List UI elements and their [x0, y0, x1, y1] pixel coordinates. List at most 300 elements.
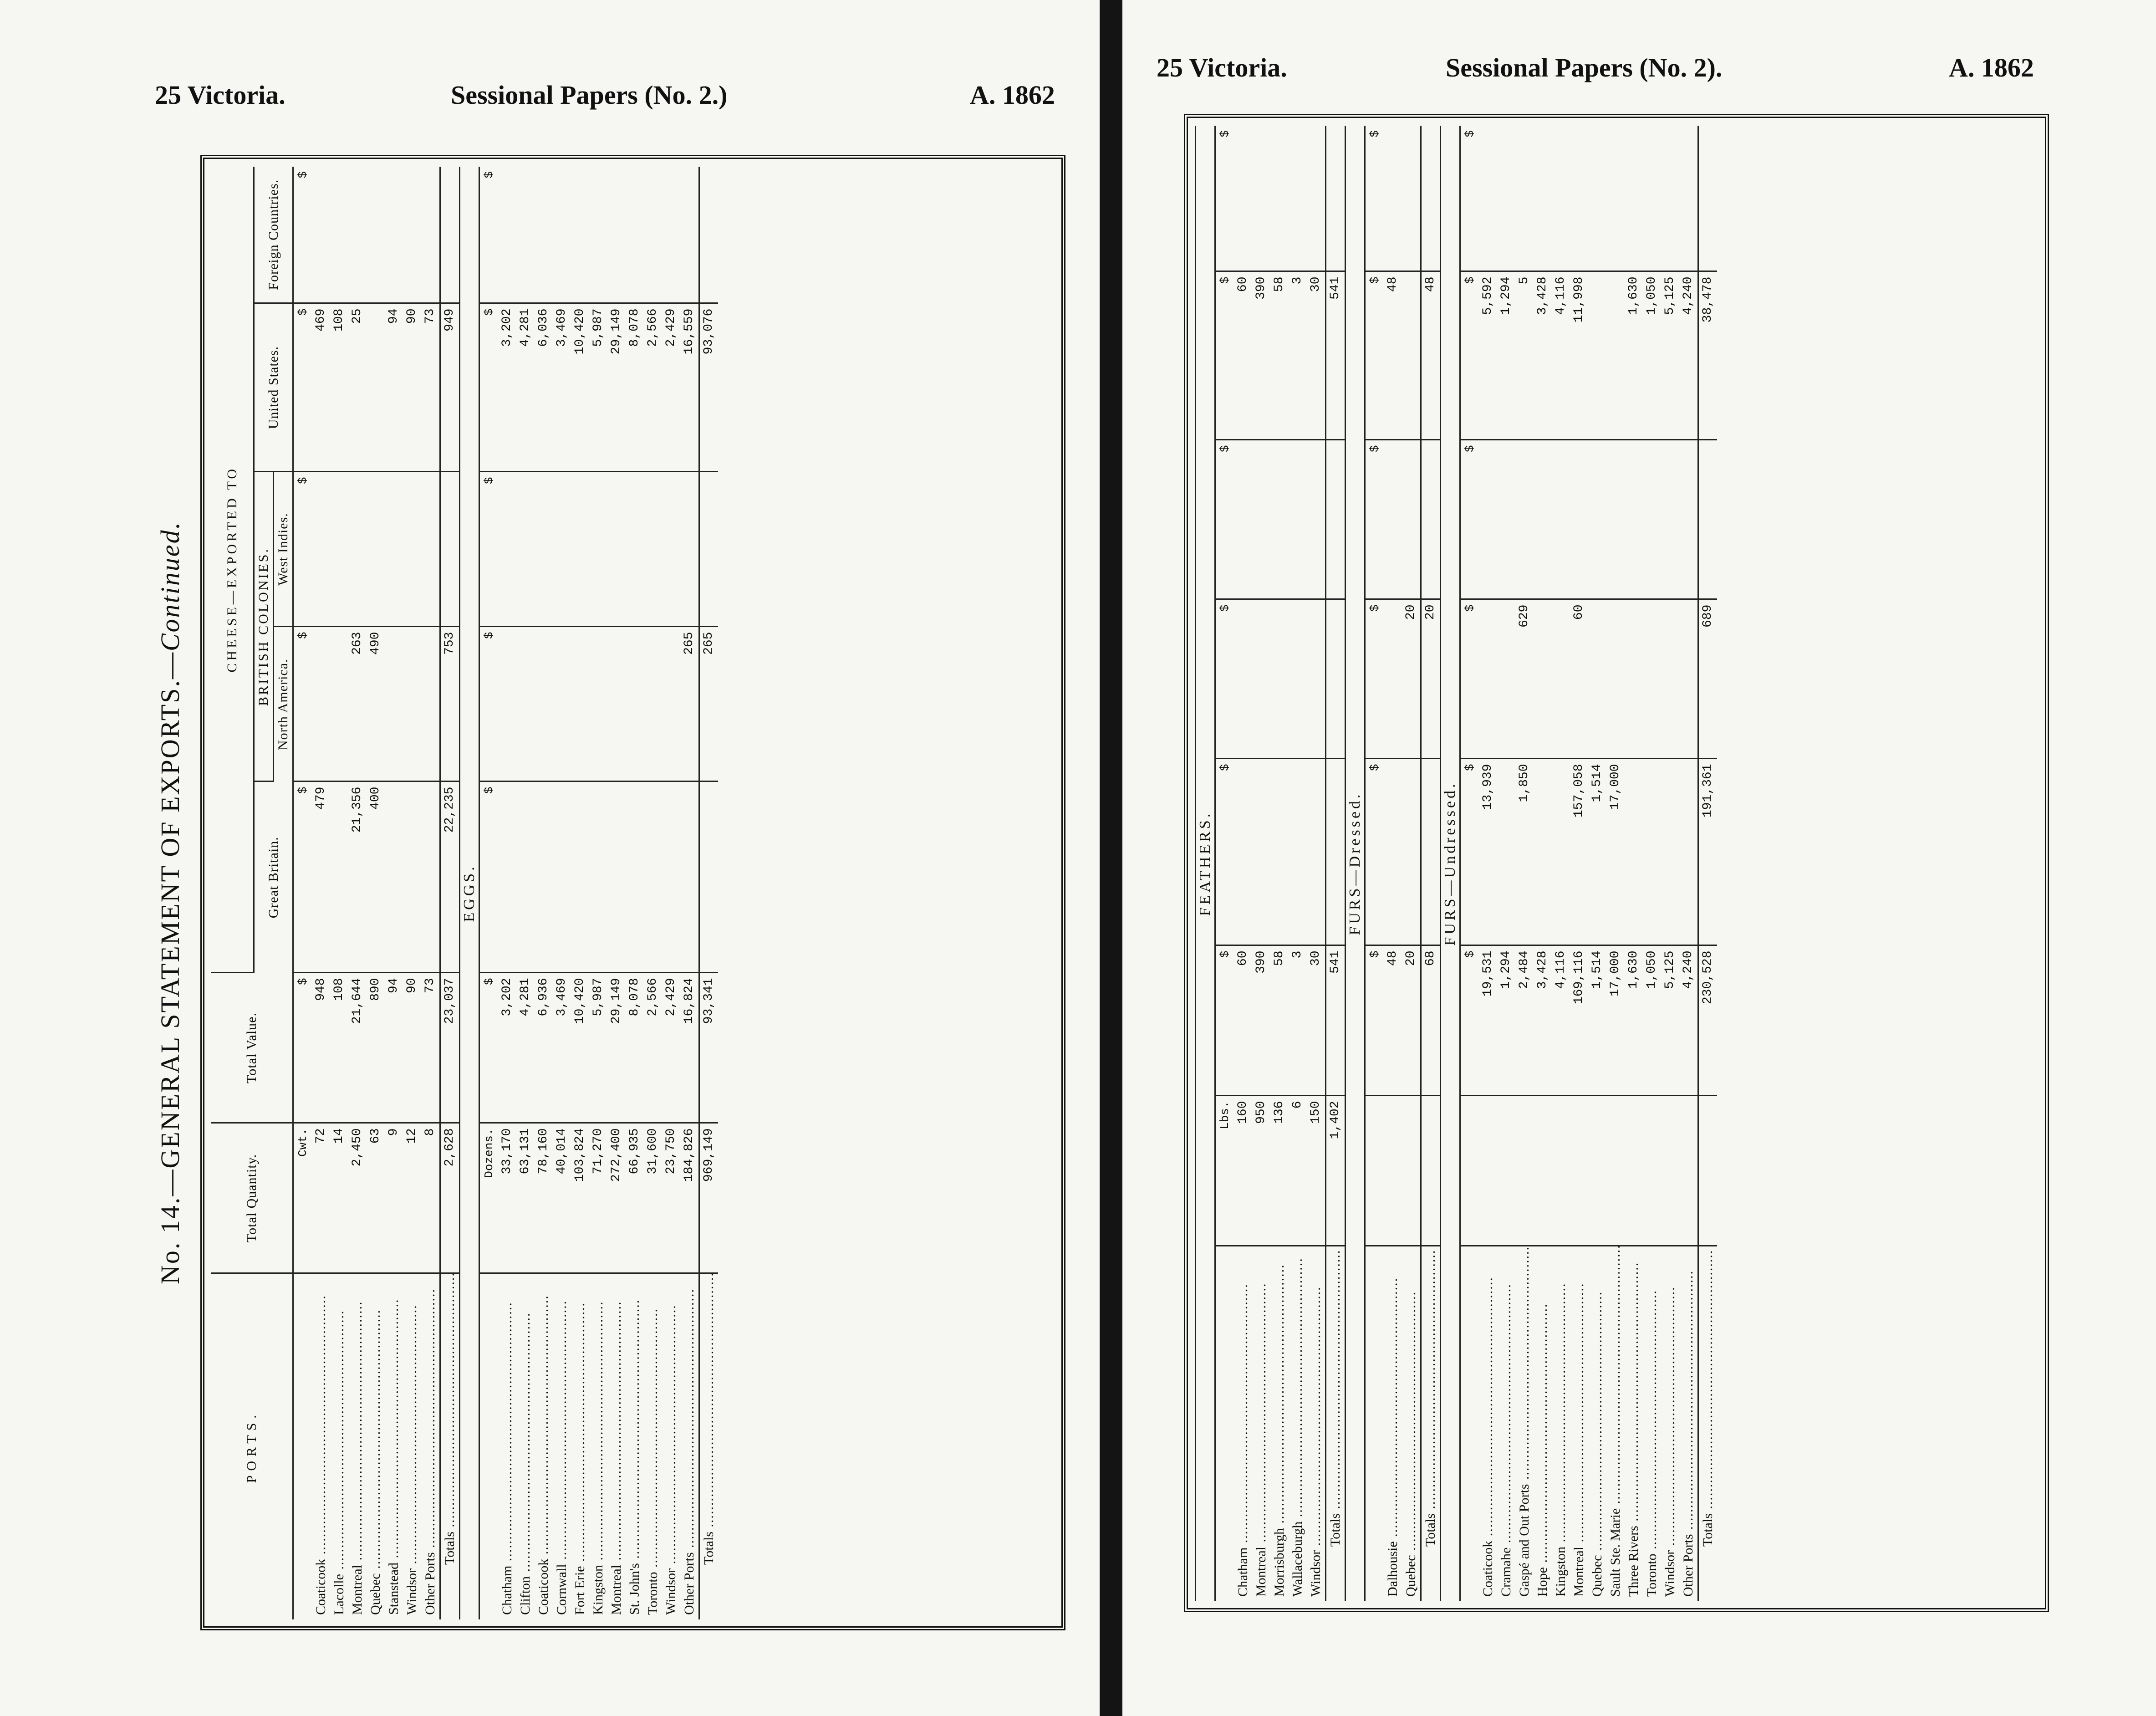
- cell-wi: [1588, 440, 1606, 599]
- table-row: [348, 167, 367, 1619]
- cell-value: 2,566: [644, 973, 662, 1123]
- furs-dressed-totals-row: [1421, 126, 1441, 1601]
- port-name: Other Ports .....: [680, 1273, 699, 1619]
- cell-qty: [1625, 1096, 1643, 1246]
- cell-na: [553, 627, 571, 781]
- unit-fc: $: [479, 167, 499, 303]
- totals-wi: [699, 472, 719, 627]
- cell-fc: [1402, 126, 1421, 271]
- port-name: Lacolle .....: [330, 1273, 348, 1619]
- totals-value: 93,341: [699, 973, 719, 1123]
- cell-value: 2,429: [662, 973, 680, 1123]
- totals-gb: 191,361: [1698, 759, 1718, 945]
- cell-value: 73: [421, 973, 440, 1123]
- table-row: [553, 167, 571, 1619]
- cell-na: [1679, 599, 1698, 759]
- totals-fc: [440, 167, 460, 303]
- table-row: [403, 167, 421, 1619]
- binding-gutter: [1100, 0, 1122, 1716]
- port-name: Toronto .....: [1643, 1246, 1661, 1601]
- cell-wi: [553, 472, 571, 627]
- cell-gb: 479: [312, 781, 330, 973]
- table-row: [367, 167, 385, 1619]
- cell-na: [607, 627, 626, 781]
- cell-na: [516, 627, 535, 781]
- port-name: Montreal .....: [607, 1273, 626, 1619]
- totals-na: [1326, 599, 1346, 759]
- cell-qty: 9: [385, 1123, 403, 1273]
- cell-fc: [330, 167, 348, 303]
- cell-na: 490: [367, 627, 385, 781]
- cell-us: 1,630: [1625, 271, 1643, 440]
- unit-value: $: [293, 973, 312, 1123]
- cell-value: 58: [1270, 945, 1289, 1096]
- cell-wi: [644, 472, 662, 627]
- cell-gb: [498, 781, 516, 973]
- unit-gb: $: [293, 781, 312, 973]
- cell-gb: [1384, 759, 1402, 945]
- col-west-indies: West Indies.: [274, 472, 293, 627]
- cell-wi: [1307, 440, 1326, 599]
- cell-na: [1552, 599, 1570, 759]
- cell-us: [367, 303, 385, 472]
- cell-value: 1,630: [1625, 945, 1643, 1096]
- cell-gb: [571, 781, 589, 973]
- cell-fc: [553, 167, 571, 303]
- cell-qty: [1534, 1096, 1552, 1246]
- cell-wi: [330, 472, 348, 627]
- cell-fc: [1534, 126, 1552, 271]
- cell-us: [1588, 271, 1606, 440]
- cell-qty: 136: [1270, 1096, 1289, 1246]
- col-ports: PORTS.: [211, 1273, 293, 1619]
- cell-qty: 33,170: [498, 1123, 516, 1273]
- cell-gb: [1497, 759, 1515, 945]
- cell-na: [421, 627, 440, 781]
- cell-value: 1,050: [1643, 945, 1661, 1096]
- section-furs-dressed: FURS—Dressed.: [1346, 126, 1365, 1601]
- cell-fc: [644, 167, 662, 303]
- cell-gb: [1534, 759, 1552, 945]
- table-row: [1534, 126, 1552, 1601]
- cell-fc: [1625, 126, 1643, 271]
- feathers-units-row: [1215, 126, 1234, 1601]
- cell-value: 108: [330, 973, 348, 1123]
- totals-gb: [1326, 759, 1346, 945]
- unit-gb: $: [1365, 759, 1384, 945]
- cell-us: 58: [1270, 271, 1289, 440]
- cell-wi: [589, 472, 607, 627]
- section-eggs: EGGS.: [460, 167, 479, 1619]
- unit-na: $: [293, 627, 312, 781]
- cell-gb: [1552, 759, 1570, 945]
- cell-gb: [385, 781, 403, 973]
- unit-wi: $: [1365, 440, 1384, 599]
- totals-qty: 1,402: [1326, 1096, 1346, 1246]
- table-row: [1679, 126, 1698, 1601]
- cell-qty: 23,750: [662, 1123, 680, 1273]
- totals-wi: [1421, 440, 1441, 599]
- col-north-america: North America.: [274, 627, 293, 781]
- cell-fc: [1588, 126, 1606, 271]
- cell-gb: [644, 781, 662, 973]
- cell-us: 90: [403, 303, 421, 472]
- table-row: [1384, 126, 1402, 1601]
- cell-wi: [1679, 440, 1698, 599]
- cell-us: 390: [1252, 271, 1270, 440]
- cell-na: [589, 627, 607, 781]
- cell-wi: [516, 472, 535, 627]
- cell-na: [1384, 599, 1402, 759]
- totals-label: Totals .....: [440, 1273, 460, 1619]
- cell-gb: 1,514: [1588, 759, 1606, 945]
- table-row: [1643, 126, 1661, 1601]
- unit-wi: $: [1460, 440, 1479, 599]
- cell-us: 94: [385, 303, 403, 472]
- table-row: [1625, 126, 1643, 1601]
- port-name: Windsor .....: [662, 1273, 680, 1619]
- cell-us: 108: [330, 303, 348, 472]
- unit-gb: $: [479, 781, 499, 973]
- port-name: Hope .....: [1534, 1246, 1552, 1601]
- port-name: Morrisburgh .....: [1270, 1246, 1289, 1601]
- cell-qty: 272,400: [607, 1123, 626, 1273]
- cell-fc: [516, 167, 535, 303]
- cell-us: 4,281: [516, 303, 535, 472]
- port-name: Windsor .....: [1307, 1246, 1326, 1601]
- cell-us: 2,566: [644, 303, 662, 472]
- furs-undressed-units-row: [1460, 126, 1479, 1601]
- totals-fc: [1326, 126, 1346, 271]
- cell-qty: [1497, 1096, 1515, 1246]
- cell-na: [662, 627, 680, 781]
- unit-wi: $: [1215, 440, 1234, 599]
- cell-us: 4,240: [1679, 271, 1698, 440]
- cell-wi: [367, 472, 385, 627]
- totals-na: 20: [1421, 599, 1441, 759]
- cell-na: [385, 627, 403, 781]
- cell-na: [498, 627, 516, 781]
- cell-value: 4,240: [1679, 945, 1698, 1096]
- port-name: Toronto .....: [644, 1273, 662, 1619]
- table-row: [607, 167, 626, 1619]
- cell-qty: 150: [1307, 1096, 1326, 1246]
- totals-label: Totals .....: [699, 1273, 719, 1619]
- cell-fc: [1679, 126, 1698, 271]
- cell-gb: 21,356: [348, 781, 367, 973]
- cell-qty: 78,160: [535, 1123, 553, 1273]
- table-row: [312, 167, 330, 1619]
- cell-fc: [680, 167, 699, 303]
- unit-na: $: [479, 627, 499, 781]
- table-row: [1588, 126, 1606, 1601]
- port-name: Montreal .....: [348, 1273, 367, 1619]
- totals-label: Totals .....: [1698, 1246, 1718, 1601]
- cell-fc: [1570, 126, 1588, 271]
- cell-value: 948: [312, 973, 330, 1123]
- cell-us: [1606, 271, 1625, 440]
- table-row: [571, 167, 589, 1619]
- eggs-section-row: [460, 167, 479, 1619]
- cell-wi: [1252, 440, 1270, 599]
- cell-value: 48: [1384, 945, 1402, 1096]
- cell-gb: [535, 781, 553, 973]
- header-session: 25 Victoria.: [1157, 53, 1287, 82]
- totals-value: 23,037: [440, 973, 460, 1123]
- cell-qty: [1606, 1096, 1625, 1246]
- unit-fc: $: [293, 167, 312, 303]
- cell-na: [571, 627, 589, 781]
- cell-na: [644, 627, 662, 781]
- cell-na: 20: [1402, 599, 1421, 759]
- cell-qty: 71,270: [589, 1123, 607, 1273]
- cell-gb: [1661, 759, 1679, 945]
- cell-gb: [662, 781, 680, 973]
- totals-label: Totals .....: [1326, 1246, 1346, 1601]
- cell-wi: [1643, 440, 1661, 599]
- cell-na: [1234, 599, 1252, 759]
- cell-qty: [1402, 1096, 1421, 1246]
- cell-qty: 31,600: [644, 1123, 662, 1273]
- table-row: [1252, 126, 1270, 1601]
- cell-wi: [1515, 440, 1534, 599]
- cell-na: 263: [348, 627, 367, 781]
- cell-value: 1,294: [1497, 945, 1515, 1096]
- header-year: A. 1862: [1949, 53, 2034, 82]
- totals-gb: 22,235: [440, 781, 460, 973]
- cell-na: [1643, 599, 1661, 759]
- cell-wi: [1534, 440, 1552, 599]
- totals-label: Totals .....: [1421, 1246, 1441, 1601]
- table-row: [1515, 126, 1534, 1601]
- cell-qty: [1552, 1096, 1570, 1246]
- cell-wi: [1384, 440, 1402, 599]
- table-row: [330, 167, 348, 1619]
- cell-qty: 66,935: [626, 1123, 644, 1273]
- unit-fc: $: [1365, 126, 1384, 271]
- unit-na: $: [1365, 599, 1384, 759]
- cell-fc: [1606, 126, 1625, 271]
- cell-na: [1307, 599, 1326, 759]
- cell-wi: [607, 472, 626, 627]
- cell-us: 60: [1234, 271, 1252, 440]
- cell-us: 1,294: [1497, 271, 1515, 440]
- cell-wi: [1497, 440, 1515, 599]
- unit-value: $: [1365, 945, 1384, 1096]
- totals-gb: [1421, 759, 1441, 945]
- cell-fc: [571, 167, 589, 303]
- cell-na: [1625, 599, 1643, 759]
- header-papers: Sessional Papers (No. 2).: [1446, 53, 1723, 82]
- cell-fc: [589, 167, 607, 303]
- cell-na: 265: [680, 627, 699, 781]
- unit-gb: $: [1215, 759, 1234, 945]
- cell-na: [1270, 599, 1289, 759]
- statement-title-continued: Continued.: [155, 521, 185, 652]
- unit-na: $: [1460, 599, 1479, 759]
- cell-wi: [662, 472, 680, 627]
- cell-qty: 63: [367, 1123, 385, 1273]
- cell-wi: [312, 472, 330, 627]
- cell-na: [626, 627, 644, 781]
- cheese-eggs-table: [211, 167, 718, 1619]
- cell-wi: [403, 472, 421, 627]
- cell-wi: [1479, 440, 1497, 599]
- table-row: [680, 167, 699, 1619]
- port-name: Three Rivers .....: [1625, 1246, 1643, 1601]
- cell-na: [1661, 599, 1679, 759]
- cell-fc: [1497, 126, 1515, 271]
- cell-fc: [662, 167, 680, 303]
- cell-gb: [1252, 759, 1270, 945]
- port-name: Other Ports .....: [1679, 1246, 1698, 1601]
- right-page: [1122, 0, 2156, 1716]
- table-row: [516, 167, 535, 1619]
- unit-gb: $: [1460, 759, 1479, 945]
- cell-gb: [589, 781, 607, 973]
- cell-value: 4,281: [516, 973, 535, 1123]
- cell-qty: [1479, 1096, 1497, 1246]
- cell-qty: 2,450: [348, 1123, 367, 1273]
- cell-qty: 8: [421, 1123, 440, 1273]
- feathers-furs-table-block: [1184, 114, 2049, 1612]
- cell-fc: [626, 167, 644, 303]
- unit-qty: Cwt.: [293, 1123, 312, 1273]
- cell-us: 5,125: [1661, 271, 1679, 440]
- cell-value: 6,936: [535, 973, 553, 1123]
- cheese-totals-row: [440, 167, 460, 1619]
- cell-wi: [1606, 440, 1625, 599]
- cell-value: 3,428: [1534, 945, 1552, 1096]
- table-row: [1497, 126, 1515, 1601]
- cheese-units-row: [293, 167, 312, 1619]
- table-row: [1270, 126, 1289, 1601]
- unit-wi: $: [479, 472, 499, 627]
- cell-value: 1,514: [1588, 945, 1606, 1096]
- port-name: Dalhousie .....: [1384, 1246, 1402, 1601]
- header-year: A. 1862: [970, 80, 1055, 110]
- table-row: [498, 167, 516, 1619]
- totals-us: 949: [440, 303, 460, 472]
- totals-qty: [1698, 1096, 1718, 1246]
- cell-na: [1479, 599, 1497, 759]
- unit-qty: Lbs.: [1215, 1096, 1234, 1246]
- feathers-totals-row: [1326, 126, 1346, 1601]
- cell-us: 16,559: [680, 303, 699, 472]
- cell-qty: [1588, 1096, 1606, 1246]
- unit-us: $: [1215, 271, 1234, 440]
- eggs-units-row: [479, 167, 499, 1619]
- port-name: Clifton .....: [516, 1273, 535, 1619]
- cell-qty: 184,826: [680, 1123, 699, 1273]
- cell-gb: 17,000: [1606, 759, 1625, 945]
- eggs-totals-row: [699, 167, 719, 1619]
- port-name: Chatham .....: [498, 1273, 516, 1619]
- table-row: [1570, 126, 1588, 1601]
- totals-qty: 969,149: [699, 1123, 719, 1273]
- port-name: Fort Erie .....: [571, 1273, 589, 1619]
- cell-qty: 14: [330, 1123, 348, 1273]
- cell-fc: [1384, 126, 1402, 271]
- cell-us: 5,592: [1479, 271, 1497, 440]
- cell-qty: [1679, 1096, 1698, 1246]
- port-name: Quebec .....: [367, 1273, 385, 1619]
- table-row: [1234, 126, 1252, 1601]
- cell-value: 3,202: [498, 973, 516, 1123]
- port-name: Kingston .....: [1552, 1246, 1570, 1601]
- cell-gb: 13,939: [1479, 759, 1497, 945]
- port-name: Chatham .....: [1234, 1246, 1252, 1601]
- cell-value: 17,000: [1606, 945, 1625, 1096]
- cell-us: 48: [1384, 271, 1402, 440]
- cell-us: 73: [421, 303, 440, 472]
- cell-na: [1588, 599, 1606, 759]
- totals-na: 753: [440, 627, 460, 781]
- port-name: St. John's .....: [626, 1273, 644, 1619]
- cell-gb: [1643, 759, 1661, 945]
- cell-gb: [421, 781, 440, 973]
- table-row: [1402, 126, 1421, 1601]
- table-row: [644, 167, 662, 1619]
- cell-wi: [1570, 440, 1588, 599]
- cell-qty: 160: [1234, 1096, 1252, 1246]
- cell-us: 4,116: [1552, 271, 1570, 440]
- table-row: [421, 167, 440, 1619]
- unit-na: $: [1215, 599, 1234, 759]
- table-row: [385, 167, 403, 1619]
- cell-na: [1606, 599, 1625, 759]
- cell-wi: [1625, 440, 1643, 599]
- table-row: [1479, 126, 1497, 1601]
- col-great-britain: Great Britain.: [254, 781, 293, 973]
- cell-na: [312, 627, 330, 781]
- cell-value: 30: [1307, 945, 1326, 1096]
- col-total-value: Total Value.: [211, 973, 293, 1123]
- cell-fc: [1661, 126, 1679, 271]
- table-row: [1661, 126, 1679, 1601]
- totals-wi: [440, 472, 460, 627]
- group-cheese-exported: CHEESE—EXPORTED TO: [211, 167, 254, 973]
- cell-value: 19,531: [1479, 945, 1497, 1096]
- cell-na: 60: [1570, 599, 1588, 759]
- unit-us: $: [293, 303, 312, 472]
- cell-wi: [626, 472, 644, 627]
- cell-qty: 72: [312, 1123, 330, 1273]
- cell-value: 29,149: [607, 973, 626, 1123]
- port-name: Montreal .....: [1252, 1246, 1270, 1601]
- cell-value: 169,116: [1570, 945, 1588, 1096]
- cell-gb: [553, 781, 571, 973]
- cell-fc: [312, 167, 330, 303]
- totals-qty: 2,628: [440, 1123, 460, 1273]
- totals-na: 689: [1698, 599, 1718, 759]
- totals-value: 68: [1421, 945, 1441, 1096]
- unit-fc: $: [1215, 126, 1234, 271]
- statement-title-text: No. 14.—GENERAL STATEMENT OF EXPORTS.—: [155, 651, 185, 1284]
- cell-gb: [1679, 759, 1698, 945]
- cell-gb: [1270, 759, 1289, 945]
- cell-wi: [1552, 440, 1570, 599]
- cell-fc: [367, 167, 385, 303]
- port-name: Kingston .....: [589, 1273, 607, 1619]
- totals-us: 48: [1421, 271, 1441, 440]
- port-name: Windsor .....: [1661, 1246, 1679, 1601]
- unit-fc: $: [1460, 126, 1479, 271]
- totals-qty: [1421, 1096, 1441, 1246]
- section-furs-undressed: FURS—Undressed.: [1441, 126, 1460, 1601]
- cell-qty: 40,014: [553, 1123, 571, 1273]
- cheese-eggs-table-block: [200, 155, 1065, 1630]
